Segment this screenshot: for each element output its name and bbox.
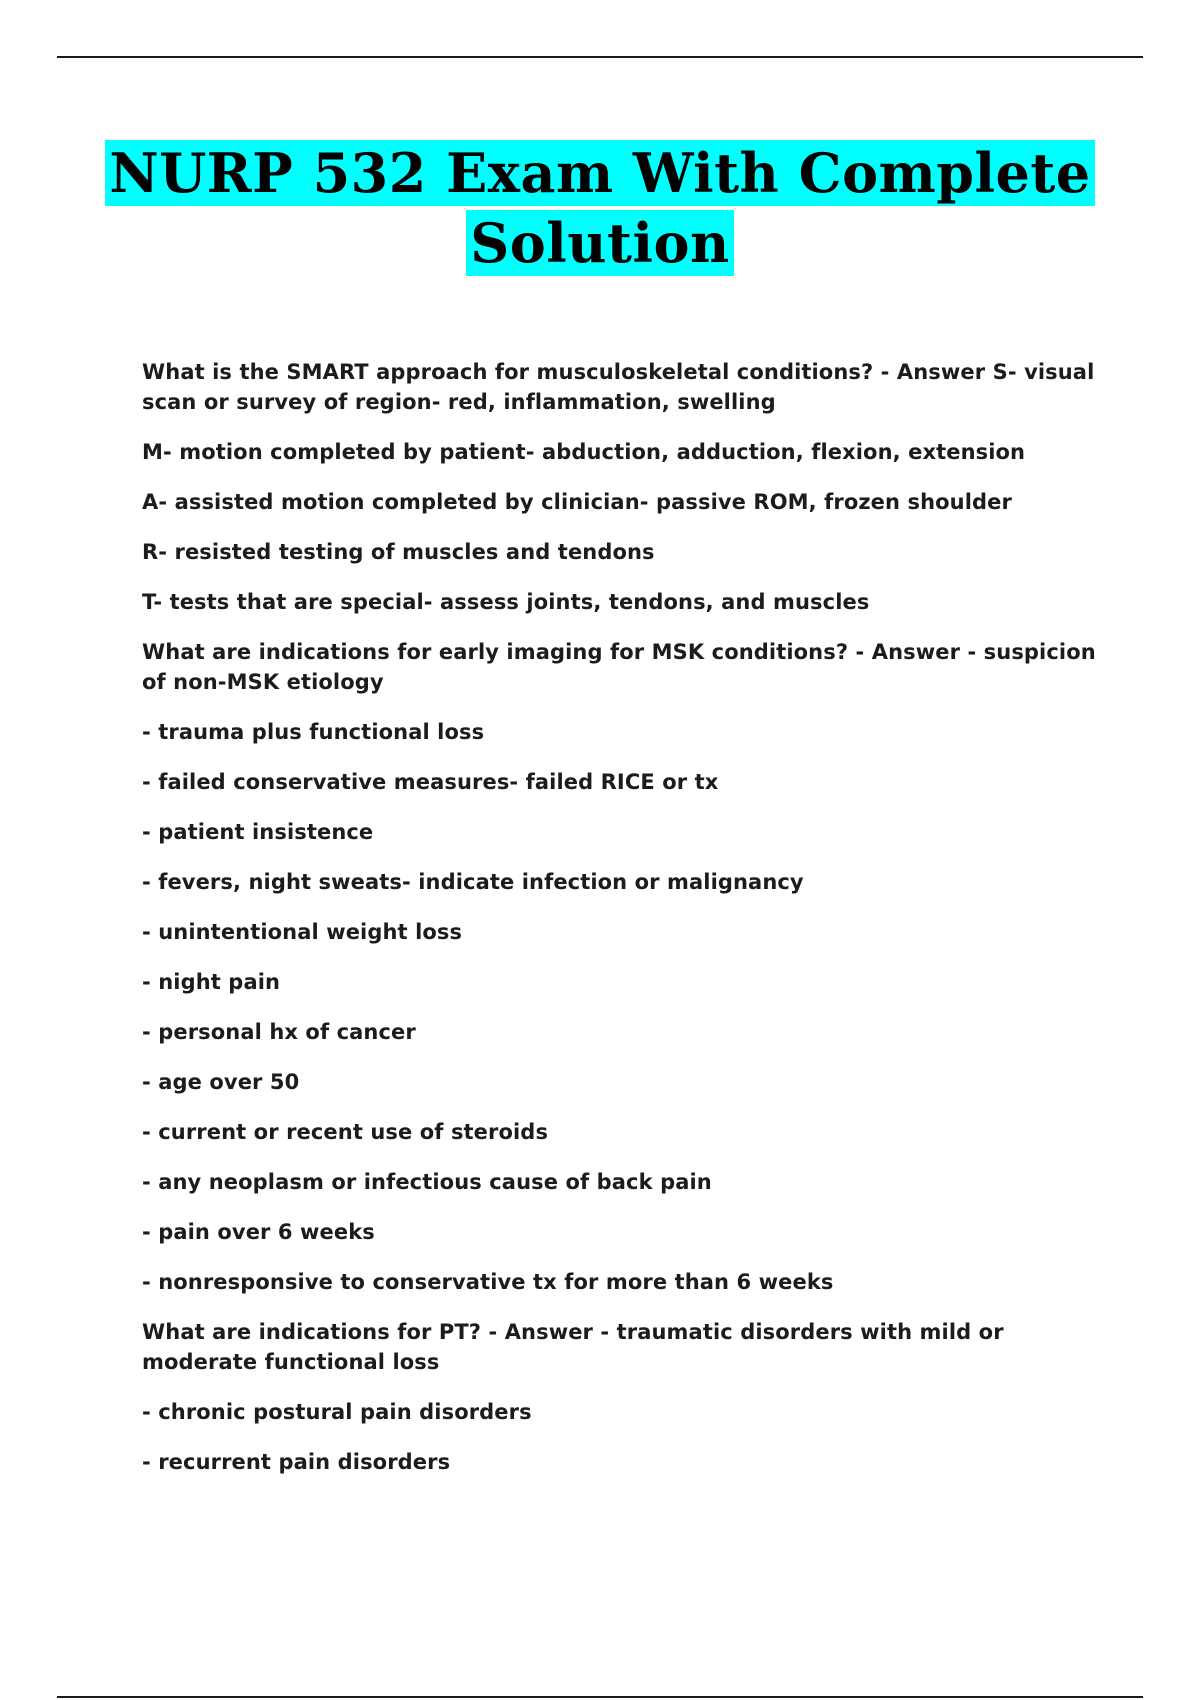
smart-r: R- resisted testing of muscles and tendons <box>142 540 655 564</box>
title-line-2: Solution <box>466 210 734 276</box>
list-item: - unintentional weight loss <box>142 920 463 944</box>
list-item: - night pain <box>142 970 281 994</box>
list-item: - current or recent use of steroids <box>142 1120 549 1144</box>
bottom-divider <box>57 1696 1143 1698</box>
question-imaging: What are indications for early imaging for MSK conditions? - Answer - suspicion of non-MSK etiology <box>142 640 1096 694</box>
list-item: - personal hx of cancer <box>142 1020 416 1044</box>
list-item: - any neoplasm or infectious cause of back pain <box>142 1170 712 1194</box>
smart-m: M- motion completed by patient- abduction, adduction, flexion, extension <box>142 440 1026 464</box>
title-line-1: NURP 532 Exam With Complete <box>105 140 1094 206</box>
list-item: - nonresponsive to conservative tx for more than 6 weeks <box>142 1270 834 1294</box>
list-item: - pain over 6 weeks <box>142 1220 375 1244</box>
list-item: - patient insistence <box>142 820 374 844</box>
smart-a: A- assisted motion completed by clinician- passive ROM, frozen shoulder <box>142 490 1012 514</box>
smart-t: T- tests that are special- assess joints, tendons, and muscles <box>142 590 870 614</box>
question-pt: What are indications for PT? - Answer - traumatic disorders with mild or moderate functional loss <box>142 1320 1004 1374</box>
list-item: - chronic postural pain disorders <box>142 1400 532 1424</box>
list-item: - recurrent pain disorders <box>142 1450 451 1474</box>
document-body <box>142 357 1102 1497</box>
list-item: - failed conservative measures- failed RICE or tx <box>142 770 719 794</box>
list-item: - age over 50 <box>142 1070 300 1094</box>
document-title <box>0 140 1200 280</box>
list-item: - trauma plus functional loss <box>142 720 485 744</box>
top-divider <box>57 56 1143 58</box>
list-item: - fevers, night sweats- indicate infection or malignancy <box>142 870 804 894</box>
question-smart: What is the SMART approach for musculoskeletal conditions? - Answer S- visual scan or survey of region- red, inflammation, swelling <box>142 360 1095 414</box>
